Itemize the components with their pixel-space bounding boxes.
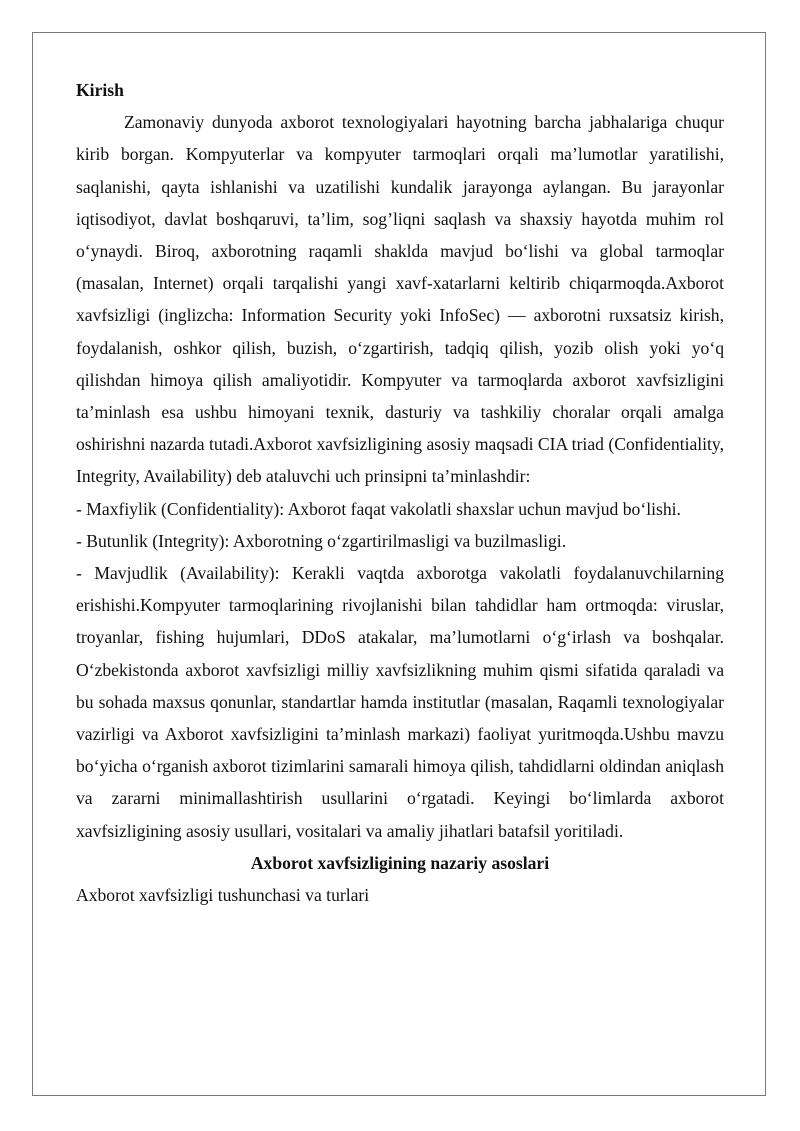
- subsection-title: Axborot xavfsizligi tushunchasi va turlari: [76, 885, 370, 906]
- section-title: Axborot xavfsizligining nazariy asoslari: [250, 852, 550, 873]
- heading-kirish: Kirish: [76, 80, 124, 100]
- intro-paragraph: Zamonaviy dunyoda axborot texnologiyalari hayotning barcha jabhalariga chuqur kirib borgan. Kompyuterlar va kompyuter tarmoqlari orqali ma’lumotlar yaratilishi, saqlanishi, qayta ishlanishi va uzatilishi kundalik jarayonga aylangan. Bu jarayonlar iqtisodiyot, davlat boshqaruvi, ta’lim, sog’liqni saqlash va shaxsiy hayotda muhim rol o‘ynaydi. Biroq, axborotning raqamli shaklda mavjud bo‘lishi va global tarmoqlar (masalan, Internet) orqali tarqalishi yangi xavf-xatarlarni keltirib chiqarmoqda.Axborot xavfsizligi (inglizcha: Information Security yoki InfoSec) — axborotni ruxsatsiz kirish, foydalanish, oshkor qilish, buzish, o‘zgartirish, tadqiq qilish, yozib olish yoki yo‘q qilishdan himoya qilish amaliyotidir. Kompyuter va tarmoqlarda axborot xavfsizligini ta’minlash esa ushbu himoyani texnik, dasturiy va tashkiliy choralar orqali amalga oshirishni nazarda tutadi.Axborot xavfsizligining asosiy maqsadi CIA triad (Confidentiality, Integrity, Availability) deb ataluvchi uch prinsipni ta’minlashdir:: [76, 112, 724, 487]
- list-item-availability: - Mavjudlik (Availability): Kerakli vaqtda axborotga vakolatli foydalanuvchilarning erishishi.Kompyuter tarmoqlarining rivojlanishi bilan tahdidlar ham ortmoqda: viruslar, troyanlar, fishing hujumlari, DDoS atakalar, ma’lumotlarni o‘g‘irlash va boshqalar. O‘zbekistonda axborot xavfsizligi milliy xavfsizlikning muhim qismi sifatida qaraladi va bu sohada maxsus qonunlar, standartlar hamda institutlar (masalan, Raqamli texnologiyalar vazirligi va Axborot xavfsizligini ta’minlash markazi) faoliyat yuritmoqda.Ushbu mavzu bo‘yicha o‘rganish axborot tizimlarini samarali himoya qilish, tahdidlarni oldindan aniqlash va zararni minimallashtirish usullarini o‘rgatadi. Keyingi bo‘limlarda axborot xavfsizligining asosiy usullari, vositalari va amaliy jihatlari batafsil yoritiladi.: [76, 563, 724, 841]
- list-item-confidentiality: - Maxfiylik (Confidentiality): Axborot faqat vakolatli shaxslar uchun mavjud bo‘lishi.: [76, 498, 681, 519]
- document-body: [76, 74, 724, 911]
- list-item-integrity: - Butunlik (Integrity): Axborotning o‘zgartirilmasligi va buzilmasligi.: [76, 530, 567, 551]
